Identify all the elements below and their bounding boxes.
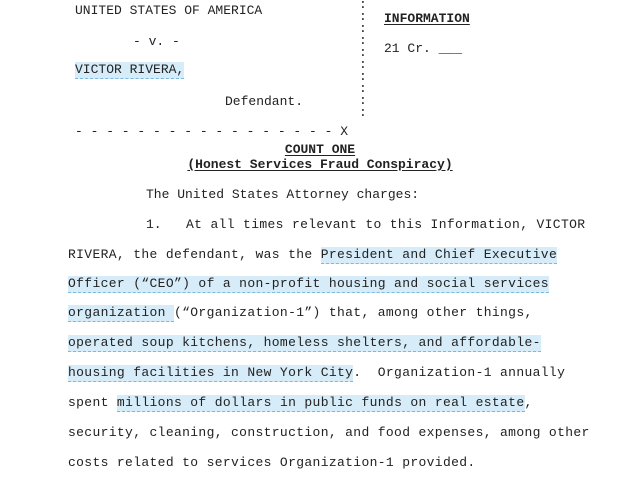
- plain-text: (“Organization-1”) that, among other things,: [173, 305, 533, 320]
- paragraph-line: costs related to services Organization-1 provided.: [68, 455, 476, 470]
- count-subtitle: [0, 157, 640, 173]
- plaintiff-name: UNITED STATES OF AMERICA: [75, 3, 263, 18]
- highlighted-text[interactable]: President and Chief Executive: [320, 247, 558, 262]
- intro-line: The United States Attorney charges:: [146, 187, 420, 202]
- case-number: 21 Cr. ___: [384, 41, 463, 56]
- plain-text: ,: [524, 395, 533, 410]
- paragraph-line: security, cleaning, construction, and food expenses, among other: [68, 425, 590, 440]
- plain-text: spent: [68, 395, 117, 410]
- highlighted-text[interactable]: operated soup kitchens, homeless shelters, and affordable-: [68, 335, 541, 350]
- count-subtitle-text: (Honest Services Fraud Conspiracy): [187, 157, 453, 172]
- colon: :: [359, 33, 367, 48]
- paragraph-number: 1.: [146, 217, 162, 232]
- colon: :: [359, 45, 367, 60]
- count-title: [0, 142, 640, 158]
- highlighted-text[interactable]: Officer (“CEO”) of a non-profit housing and social services: [68, 276, 549, 291]
- paragraph-line: [68, 395, 533, 411]
- plain-text: . Organization-1 annually: [353, 365, 566, 380]
- colon: :: [359, 69, 367, 84]
- caption-dash-line: - - - - - - - - - - - - - - - - - X: [75, 124, 349, 139]
- highlighted-text[interactable]: housing facilities in New York City: [68, 365, 354, 380]
- document-type: INFORMATION: [384, 11, 470, 26]
- defendant-name-highlight[interactable]: VICTOR RIVERA,: [75, 62, 185, 77]
- colon: :: [359, 81, 367, 96]
- paragraph-line: [68, 365, 565, 381]
- paragraph-line: [68, 276, 549, 292]
- colon: :: [359, 9, 367, 24]
- paragraph-line: [68, 335, 541, 351]
- colon: :: [359, 0, 367, 12]
- paragraph-line: [68, 305, 533, 321]
- defendant-label: Defendant.: [225, 94, 304, 109]
- colon: :: [359, 21, 367, 36]
- defendant-name: [75, 62, 184, 78]
- highlighted-text[interactable]: millions of dollars in public funds on real estate: [116, 395, 525, 410]
- colon: :: [359, 105, 367, 120]
- versus-label: - v. -: [133, 34, 180, 49]
- caption-colon-column: [359, 0, 367, 119]
- paragraph-line: [68, 247, 557, 263]
- colon: :: [359, 93, 367, 108]
- plain-text: RIVERA, the defendant, was the: [68, 247, 321, 262]
- paragraph-line: At all times relevant to this Information, VICTOR: [186, 217, 586, 232]
- highlighted-text[interactable]: organization: [68, 305, 174, 320]
- count-title-text: COUNT ONE: [284, 142, 356, 157]
- colon: :: [359, 57, 367, 72]
